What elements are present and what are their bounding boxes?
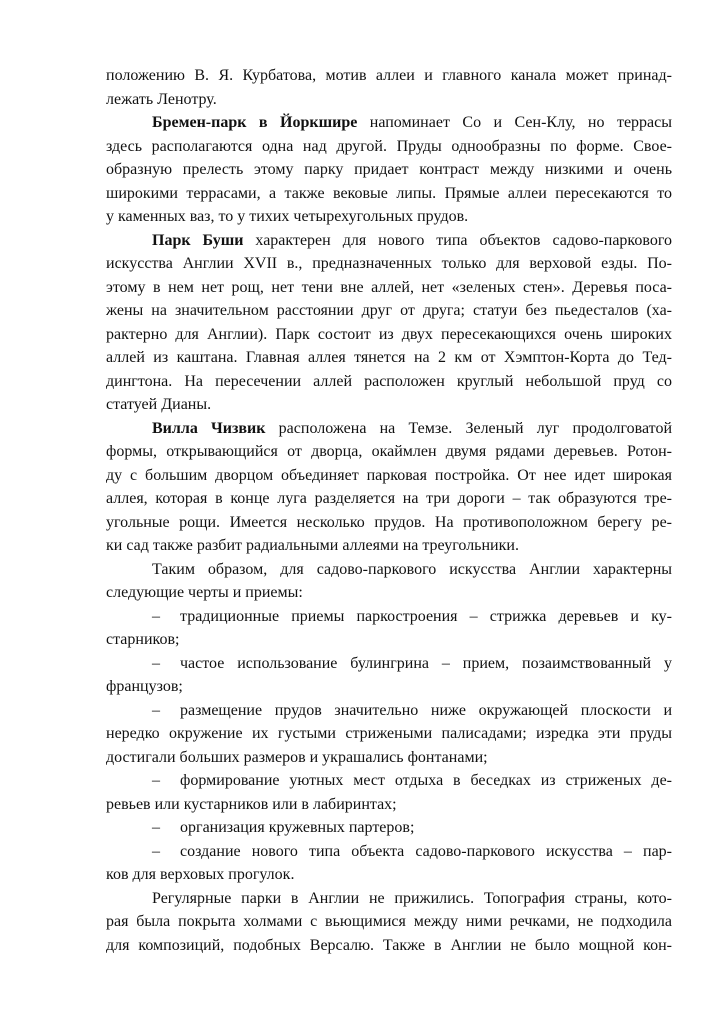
- text-line: положению В. Я. Курбатова, мотив аллеи и главного канала может принад-: [106, 67, 672, 84]
- list-item-text: частое использование булингрина – прием, позаимствованный у: [180, 654, 672, 672]
- list-item: [106, 816, 672, 840]
- bold-heading-chiswick-villa: Вилла Чизвик: [152, 419, 266, 437]
- text-line: ки сад также разбит радиальными аллеями на треугольники.: [106, 537, 519, 554]
- text-line: этому в нем нет рощ, нет тени вне аллей, нет «зеленых стен». Деревья поса-: [106, 278, 672, 296]
- text-fragment: напоминает Со и Сен-Клу, но террасы: [357, 114, 672, 131]
- text-line: у каменных ваз, то у тихих четырехугольных прудов.: [106, 208, 469, 225]
- text-line: дингтона. На пересечении аллей расположен круглый небольшой пруд со: [106, 372, 672, 390]
- list-item-text: размещение прудов значительно ниже окружающей плоскости и: [180, 701, 672, 719]
- list-item: [106, 769, 672, 793]
- bold-heading-bremen-park: Бремен-парк в Йоркшире: [152, 114, 358, 131]
- list-item-text: создание нового типа объекта садово-паркового искусства – пар-: [180, 842, 672, 860]
- text-line: рая была покрыта холмами с вьющимися между ними речками, не подходила: [106, 913, 672, 930]
- text-line: лежать Ленотру.: [106, 90, 217, 108]
- text-line: ревьев или кустарников или в лабиринтах;: [106, 795, 397, 813]
- list-dash: –: [152, 607, 160, 625]
- list-item: [106, 652, 672, 676]
- list-dash: –: [152, 654, 160, 672]
- list-item: [106, 840, 672, 864]
- list-item-text: организация кружевных партеров;: [180, 819, 415, 836]
- text-line: для композиций, подобных Версалю. Также в Англии не было мощной кон-: [106, 936, 672, 954]
- text-line: аллея, которая в конце луга разделяется на три дороги – так образуются тре-: [106, 490, 672, 507]
- text-line: ду с большим дворцом объединяет парковая постройка. От нее идет широкая: [106, 466, 672, 484]
- bold-heading-bushy-park: Парк Буши: [152, 231, 244, 249]
- body-text: [106, 64, 672, 957]
- paragraph-first-line: Регулярные парки в Англии не прижились. Топография страны, кото-: [152, 889, 672, 907]
- text-line: угольные рощи. Имеется несколько прудов. На противоположном берегу ре-: [106, 513, 672, 531]
- text-line: нередко окружение их густыми стрижеными палисадами; изредка эти пруды: [106, 725, 672, 742]
- text-line: широкими террасами, а также вековые липы. Прямые аллеи пересекаются то: [106, 184, 672, 202]
- list-item: [106, 605, 672, 629]
- paragraph-first-line: [106, 417, 672, 441]
- list-item-text: формирование уютных мест отдыха в беседках из стриженых де-: [180, 772, 672, 789]
- list-dash: –: [152, 701, 160, 719]
- text-line: достигали больших размеров и украшались фонтанами;: [106, 748, 488, 766]
- list-dash: –: [152, 842, 160, 860]
- text-line: статуей Дианы.: [106, 396, 212, 413]
- text-line: аллей из каштана. Главная аллея тянется на 2 км от Хэмптон-Корта до Тед-: [106, 349, 672, 366]
- text-line: формы, открывающийся от дворца, окаймлен двумя рядами деревьев. Ротон-: [106, 443, 672, 460]
- text-line: французов;: [106, 678, 183, 695]
- list-dash: –: [152, 819, 160, 836]
- text-line: старников;: [106, 631, 180, 648]
- paragraph-first-line: [106, 229, 672, 253]
- text-line: жены на значительном расстоянии друг от друга; статуи без пьедесталов (ха-: [106, 302, 672, 319]
- list-item-text: традиционные приемы паркостроения – стрижка деревьев и ку-: [180, 607, 672, 625]
- text-line: здесь располагаются одна над другой. Пруды однообразны по форме. Свое-: [106, 137, 672, 155]
- text-line: образную прелесть этому парку придает контраст между низкими и очень: [106, 161, 672, 178]
- text-fragment: расположена на Темзе. Зеленый луг продолговатой: [265, 419, 673, 437]
- text-fragment: характерен для нового типа объектов садово-паркового: [243, 231, 672, 249]
- text-line: следующие черты и приемы:: [106, 584, 303, 601]
- paragraph-first-line: Таким образом, для садово-паркового искусства Англии характерны: [152, 560, 672, 578]
- text-line: ков для верховых прогулок.: [106, 866, 295, 883]
- text-line: рактерно для Англии). Парк состоит из двух пересекающихся очень широких: [106, 325, 672, 343]
- paragraph-first-line: [106, 111, 672, 135]
- list-item: [106, 699, 672, 723]
- text-line: искусства Англии XVII в., предназначенных только для верховой езды. По-: [106, 255, 672, 272]
- list-dash: –: [152, 772, 160, 789]
